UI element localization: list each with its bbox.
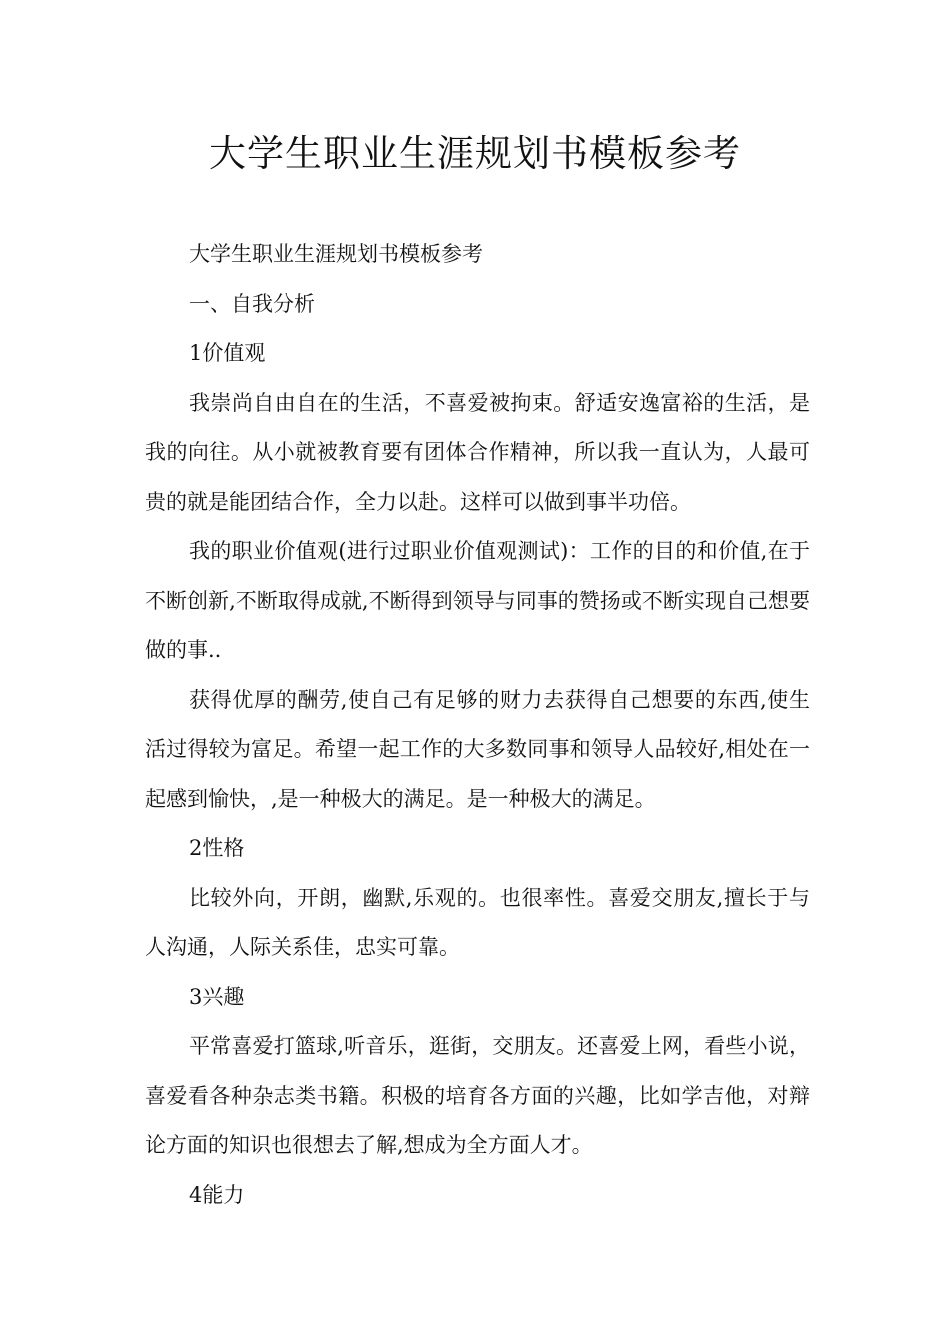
paragraph-values-3: 获得优厚的酬劳,使自己有足够的财力去获得自己想要的东西,使生活过得较为富足。希望一起工作的大多数同事和领导人品较好,相处在一起感到愉快，,是一种极大的满足。是一种极大的满足。 (145, 687, 810, 811)
subheading-values: 1价值观 (189, 341, 266, 365)
subheading-personality: 2性格 (189, 836, 245, 860)
subtitle-paragraph: 大学生职业生涯规划书模板参考 (189, 242, 483, 266)
document-title: 大学生职业生涯规划书模板参考 (209, 132, 741, 175)
paragraph-interests: 平常喜爱打篮球,听音乐，逛街，交朋友。还喜爱上网，看些小说，喜爱看各种杂志类书籍。积极的培育各方面的兴趣，比如学吉他，对辩论方面的知识也很想去了解,想成为全方面人才。 (145, 1034, 810, 1157)
subheading-abilities: 4能力 (189, 1182, 245, 1207)
subheading-interests: 3兴趣 (189, 984, 245, 1009)
section-heading-self-analysis: 一、自我分析 (189, 291, 315, 316)
paragraph-values-2: 我的职业价值观(进行过职业价值观测试)：工作的目的和价值,在于不断创新,不断取得成就,不断得到领导与同事的赞扬或不断实现自己想要做的事.. (145, 539, 810, 662)
document-body (145, 230, 810, 1220)
paragraph-values-1: 我崇尚自由自在的生活，不喜爱被拘束。舒适安逸富裕的生活，是我的向往。从小就被教育要有团体合作精神，所以我一直认为，人最可贵的就是能团结合作，全力以赴。这样可以做到事半功倍。 (145, 390, 810, 514)
paragraph-personality: 比较外向，开朗，幽默,乐观的。也很率性。喜爱交朋友,擅长于与人沟通，人际关系佳，忠实可靠。 (145, 885, 810, 959)
